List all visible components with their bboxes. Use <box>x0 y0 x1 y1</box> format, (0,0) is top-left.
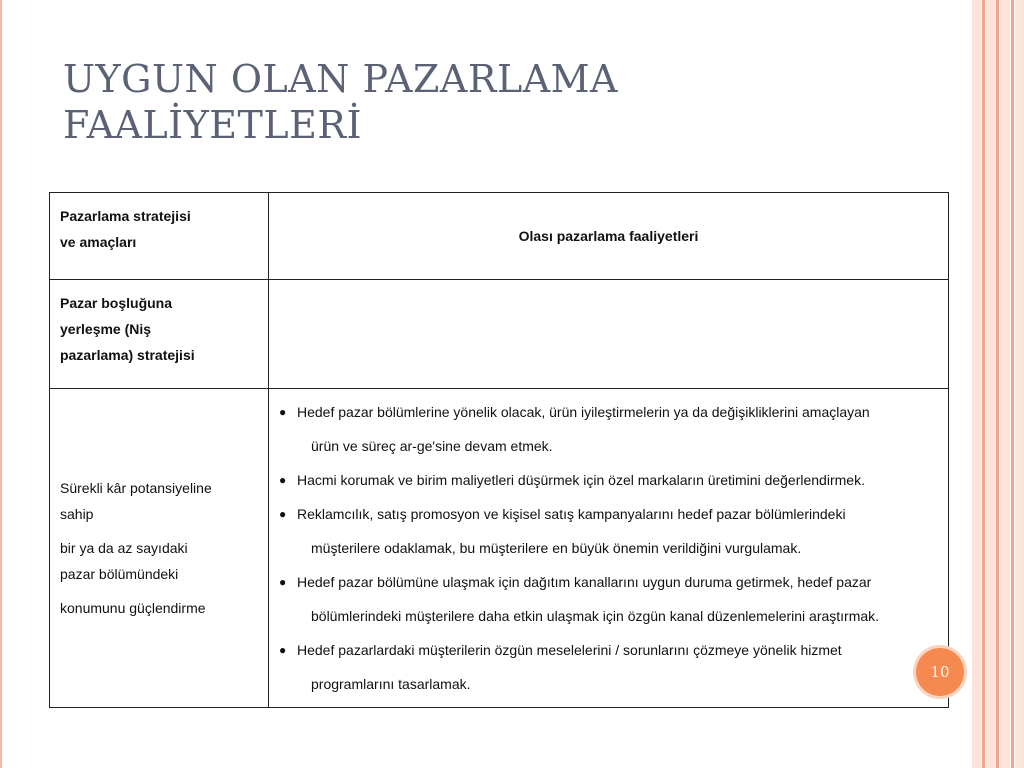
activity-1-line-2: ürün ve süreç ar-ge'sine devam etmek. <box>311 438 553 454</box>
goal-paragraph-1 <box>60 475 258 527</box>
activity-5-line-1: Hedef pazarlardaki müşterilerin özgün meselelerini / sorunlarını çözmeye yönelik hizmet <box>297 642 842 658</box>
goal-p2-line-2: pazar bölümündeki <box>60 566 179 582</box>
goal-p2-line-1: bir ya da az sayıdaki <box>60 540 188 556</box>
bullet-icon: ● <box>279 473 287 487</box>
list-item <box>279 463 940 497</box>
slide-title-line-2: FAALİYETLERİ <box>63 103 362 147</box>
header-strategy-line-2: ve amaçları <box>60 234 137 250</box>
slide-title-line-1: UYGUN OLAN PAZARLAMA <box>63 57 618 101</box>
table-header-row <box>50 193 949 280</box>
activities-cell <box>269 389 949 708</box>
niche-line-3: pazarlama) stratejisi <box>60 347 195 363</box>
activity-5-line-2: programlarını tasarlamak. <box>311 676 471 692</box>
bullet-icon: ● <box>279 575 287 589</box>
goal-paragraph-3: konumunu güçlendirme <box>60 600 206 616</box>
bullet-icon: ● <box>279 507 287 521</box>
list-item <box>279 395 940 463</box>
activity-4-line-2: bölümlerindeki müşterilere daha etkin ulaşmak için özgün kanal düzenlemelerini araştırmak. <box>311 608 880 624</box>
list-item <box>279 565 940 633</box>
activity-3-line-1: Reklamcılık, satış promosyon ve kişisel satış kampanyalarını hedef pazar bölümlerindeki <box>297 506 846 522</box>
activity-4-line-1: Hedef pazar bölümüne ulaşmak için dağıtım kanallarını uygun duruma getirmek, hedef pazar <box>297 574 872 590</box>
activity-2-line-1: Hacmi korumak ve birim maliyetleri düşürmek için özel markaların üretimini değerlendirmek. <box>297 472 865 488</box>
niche-strategy-cell <box>50 280 269 389</box>
activity-3-line-2: müşterilere odaklamak, bu müşterilere en büyük önemin verildiğini vurgulamak. <box>311 540 802 556</box>
niche-line-2: yerleşme (Niş <box>60 321 152 337</box>
bullet-icon: ● <box>279 405 287 419</box>
list-item <box>279 497 940 565</box>
activity-1-line-1: Hedef pazar bölümlerine yönelik olacak, ürün iyileştirmelerin ya da değişikliklerini amaçlayan <box>297 404 870 420</box>
page-number-badge: 10 <box>916 648 964 696</box>
niche-activities-cell <box>269 280 949 389</box>
table-row-niche <box>50 280 949 389</box>
goal-p1-line-2: sahip <box>60 506 94 522</box>
decorative-stripes <box>972 0 1024 768</box>
strategy-table <box>49 192 949 708</box>
niche-line-1: Pazar boşluğuna <box>60 295 173 311</box>
list-item <box>279 633 940 701</box>
table-row-goal <box>50 389 949 708</box>
header-strategy-cell <box>50 193 269 280</box>
slide-title <box>63 56 923 148</box>
header-strategy-line-1: Pazarlama stratejisi <box>60 208 191 224</box>
goal-p1-line-1: Sürekli kâr potansiyeline <box>60 480 212 496</box>
goal-paragraph-2 <box>60 535 258 587</box>
bullet-icon: ● <box>279 643 287 657</box>
activities-list <box>279 395 940 701</box>
header-activities-cell: Olası pazarlama faaliyetleri <box>269 193 949 280</box>
goal-cell <box>50 389 269 708</box>
